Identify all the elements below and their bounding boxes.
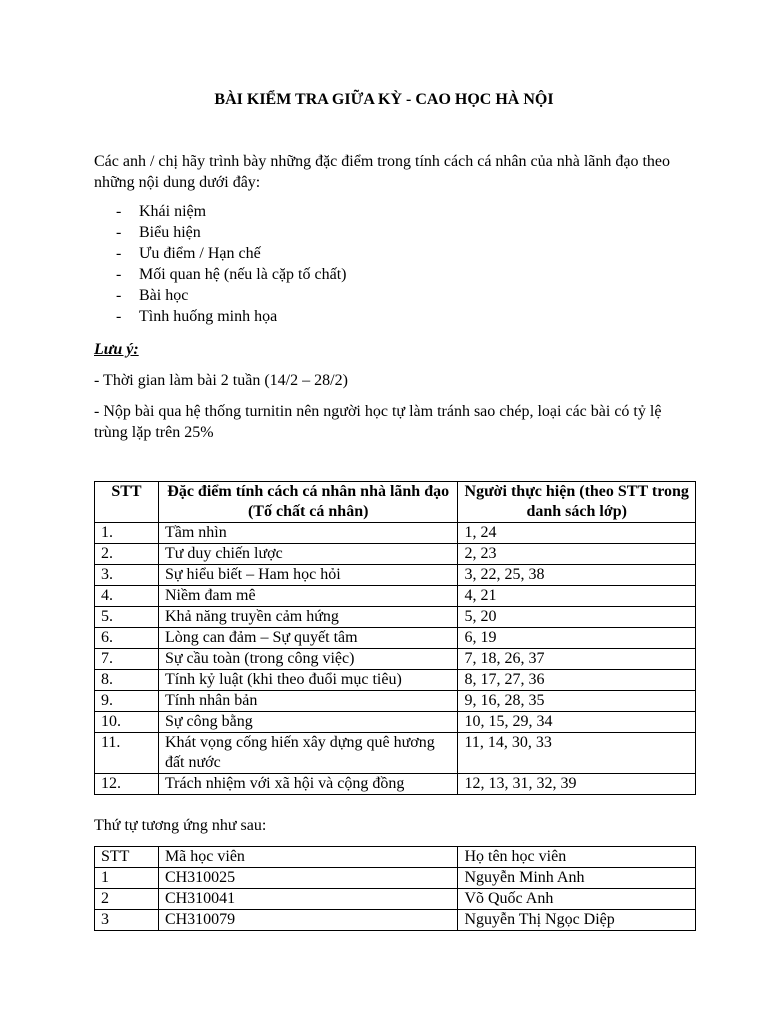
cell-student-name: Nguyễn Thị Ngọc Diệp: [458, 910, 696, 931]
bullet-marker: -: [116, 203, 122, 220]
cell-trait: Tầm nhìn: [158, 523, 457, 544]
cell-stt: 3: [95, 910, 159, 931]
cell-student-id: CH310041: [158, 889, 457, 910]
cell-people: 10, 15, 29, 34: [458, 712, 696, 733]
cell-trait: Tính nhân bản: [158, 691, 457, 712]
cell-trait: Niềm đam mê: [158, 586, 457, 607]
bullet-marker: -: [116, 224, 122, 241]
cell-people: 11, 14, 30, 33: [458, 733, 696, 774]
cell-people: 9, 16, 28, 35: [458, 691, 696, 712]
order-caption: Thứ tự tương ứng như sau:: [94, 817, 267, 834]
cell-stt: 11.: [95, 733, 159, 774]
intro-paragraph: Các anh / chị hãy trình bày những đặc điểm trong tính cách cá nhân của nhà lãnh đạo theo những nội dung dưới đây:: [94, 153, 671, 191]
table-row: [95, 565, 696, 586]
header-trait: Đặc điểm tính cách cá nhân nhà lãnh đạo (Tố chất cá nhân): [158, 482, 457, 523]
cell-people: 2, 23: [458, 544, 696, 565]
table-row: [95, 868, 696, 889]
cell-trait: Sự hiểu biết – Ham học hỏi: [158, 565, 457, 586]
cell-people: 12, 13, 31, 32, 39: [458, 774, 696, 795]
cell-stt: 3.: [95, 565, 159, 586]
cell-people: 7, 18, 26, 37: [458, 649, 696, 670]
list-item: [116, 285, 346, 306]
cell-trait: Lòng can đảm – Sự quyết tâm: [158, 628, 457, 649]
table-row: [95, 910, 696, 931]
table-row: [95, 670, 696, 691]
list-item-text: Mối quan hệ (nếu là cặp tố chất): [139, 266, 347, 283]
cell-student-name: Võ Quốc Anh: [458, 889, 696, 910]
table-row: [95, 523, 696, 544]
cell-trait: Trách nhiệm với xã hội và cộng đồng: [158, 774, 457, 795]
header-stt: STT: [95, 482, 159, 523]
cell-people: 8, 17, 27, 36: [458, 670, 696, 691]
cell-stt: 10.: [95, 712, 159, 733]
note-deadline: - Thời gian làm bài 2 tuần (14/2 – 28/2): [94, 372, 348, 389]
bullet-marker: -: [116, 308, 122, 325]
cell-people: 3, 22, 25, 38: [458, 565, 696, 586]
bullet-marker: -: [116, 245, 122, 262]
cell-trait: Tính kỷ luật (khi theo đuổi mục tiêu): [158, 670, 457, 691]
bullet-marker: -: [116, 287, 122, 304]
table-header-row: [95, 847, 696, 868]
cell-trait: Sự cầu toàn (trong công việc): [158, 649, 457, 670]
table-row: [95, 691, 696, 712]
cell-trait: Khả năng truyền cảm hứng: [158, 607, 457, 628]
table-row: [95, 544, 696, 565]
note-submission: - Nộp bài qua hệ thống turnitin nên người học tự làm tránh sao chép, loại các bài có tỷ lệ trùng lặp trên 25%: [94, 403, 662, 441]
cell-stt: 1.: [95, 523, 159, 544]
topic-list: [116, 201, 346, 327]
cell-stt: 6.: [95, 628, 159, 649]
student-order-table: [94, 846, 696, 931]
table-row: [95, 712, 696, 733]
cell-stt: 1: [95, 868, 159, 889]
cell-trait: Khát vọng cống hiến xây dựng quê hương đất nước: [158, 733, 457, 774]
list-item-text: Bài học: [139, 287, 189, 304]
list-item: [116, 264, 346, 285]
list-item: [116, 306, 346, 327]
cell-stt: 5.: [95, 607, 159, 628]
cell-stt: 7.: [95, 649, 159, 670]
header-people: Người thực hiện (theo STT trong danh sách lớp): [458, 482, 696, 523]
table-row: [95, 586, 696, 607]
trait-assignment-table: [94, 481, 696, 795]
cell-stt: 2: [95, 889, 159, 910]
table-row: [95, 733, 696, 774]
list-item-text: Tình huống minh họa: [139, 308, 278, 325]
cell-stt: 4.: [95, 586, 159, 607]
cell-stt: 12.: [95, 774, 159, 795]
cell-student-id: CH310025: [158, 868, 457, 889]
note-heading: Lưu ý:: [94, 341, 139, 358]
cell-people: 1, 24: [458, 523, 696, 544]
header-student-name: Họ tên học viên: [458, 847, 696, 868]
table-row: [95, 889, 696, 910]
cell-stt: 9.: [95, 691, 159, 712]
cell-people: 5, 20: [458, 607, 696, 628]
list-item: [116, 201, 346, 222]
cell-trait: Tư duy chiến lược: [158, 544, 457, 565]
table-row: [95, 607, 696, 628]
cell-student-id: CH310079: [158, 910, 457, 931]
table-row: [95, 774, 696, 795]
cell-trait: Sự công bằng: [158, 712, 457, 733]
cell-stt: 2.: [95, 544, 159, 565]
document-title: BÀI KIỂM TRA GIỮA KỲ - CAO HỌC HÀ NỘI: [214, 91, 554, 108]
list-item: [116, 243, 346, 264]
table-row: [95, 649, 696, 670]
header-stt: STT: [95, 847, 159, 868]
cell-student-name: Nguyễn Minh Anh: [458, 868, 696, 889]
list-item-text: Biểu hiện: [139, 224, 201, 241]
cell-stt: 8.: [95, 670, 159, 691]
list-item: [116, 222, 346, 243]
table-row: [95, 628, 696, 649]
header-student-id: Mã học viên: [158, 847, 457, 868]
table-header-row: [95, 482, 696, 523]
cell-people: 4, 21: [458, 586, 696, 607]
bullet-marker: -: [116, 266, 122, 283]
list-item-text: Ưu điểm / Hạn chế: [139, 245, 261, 262]
list-item-text: Khái niệm: [139, 203, 207, 220]
cell-people: 6, 19: [458, 628, 696, 649]
